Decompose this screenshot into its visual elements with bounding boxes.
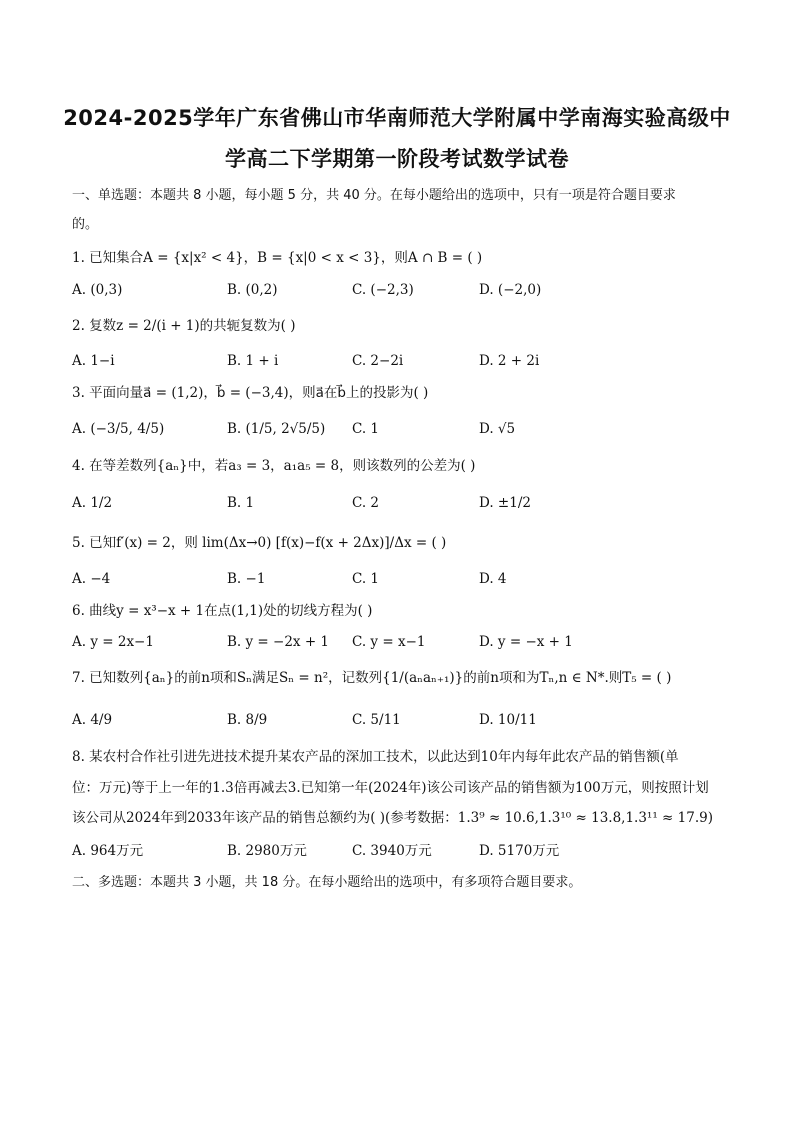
question-6-option-a: A. y = 2x−1: [72, 634, 154, 650]
question-7-option-b: B. 8/9: [227, 712, 268, 728]
question-5-option-c: C. 1: [352, 571, 380, 587]
question-6-option-b: B. y = −2x + 1: [227, 634, 330, 650]
question-1-stem: 1. 已知集合A = {x|x² < 4}，B = {x|0 < x < 3}，则A ∩ B = ( ): [72, 250, 483, 266]
section-2-instructions: 二、多选题：本题共 3 小题，共 18 分。在每小题给出的选项中，有多项符合题目要求。: [72, 875, 582, 890]
question-2-option-d: D. 2 + 2i: [479, 353, 540, 369]
section-1-instructions: 一、单选题：本题共 8 小题，每小题 5 分，共 40 分。在每小题给出的选项中，只有一项是符合题目要求: [72, 188, 676, 203]
question-7-option-c: C. 5/11: [352, 712, 401, 728]
question-2-option-b: B. 1 + i: [227, 353, 279, 369]
question-7-option-d: D. 10/11: [479, 712, 537, 728]
question-1-option-b: B. (0,2): [227, 282, 278, 298]
question-4-option-b: B. 1: [227, 495, 255, 511]
question-7-option-a: A. 4/9: [72, 712, 113, 728]
section-1-instructions-cont: 的。: [72, 217, 99, 232]
question-3-option-b: B. (1/5, 2√5/5): [227, 421, 326, 437]
question-8-option-d: D. 5170万元: [479, 843, 560, 859]
question-7-stem: 7. 已知数列{aₙ}的前n项和Sₙ满足Sₙ = n²，记数列{1/(aₙaₙ₊₁)}的前n项和为Tₙ,n ∈ N*.则T₅ = ( ): [72, 670, 672, 686]
question-3-stem: 3. 平面向量a⃗ = (1,2)，b⃗ = (−3,4)，则a⃗在b⃗上的投影为( ): [72, 385, 429, 401]
question-6-option-d: D. y = −x + 1: [479, 634, 573, 650]
question-4-stem: 4. 在等差数列{aₙ}中，若a₃ = 3，a₁a₅ = 8，则该数列的公差为( ): [72, 458, 476, 474]
question-4-option-a: A. 1/2: [72, 495, 113, 511]
question-8-option-b: B. 2980万元: [227, 843, 307, 859]
question-8-stem-line-1: 8. 某农村合作社引进先进技术提升某农产品的深加工技术，以此达到10年内每年此农产品的销售额(单: [72, 749, 679, 765]
question-4-option-c: C. 2: [352, 495, 380, 511]
question-5-option-b: B. −1: [227, 571, 266, 587]
question-5-option-d: D. 4: [479, 571, 507, 587]
question-5-option-a: A. −4: [72, 571, 111, 587]
question-4-option-d: D. ±1/2: [479, 495, 531, 511]
question-5-stem: 5. 已知f′(x) = 2，则 lim(Δx→0) [f(x)−f(x + 2Δx)]/Δx = ( ): [72, 535, 447, 551]
exam-title-line-2: 学高二下学期第一阶段考试数学试卷: [225, 147, 569, 171]
question-2-option-c: C. 2−2i: [352, 353, 404, 369]
exam-title-line-1: 2024-2025学年广东省佛山市华南师范大学附属中学南海实验高级中: [63, 106, 731, 130]
question-1-option-c: C. (−2,3): [352, 282, 414, 298]
question-1-option-d: D. (−2,0): [479, 282, 542, 298]
question-3-option-d: D. √5: [479, 421, 516, 437]
question-8-stem-line-3: 该公司从2024年到2033年该产品的销售总额约为( )(参考数据：1.3⁹ ≈ 10.6,1.3¹⁰ ≈ 13.8,1.3¹¹ ≈ 17.9): [72, 810, 713, 826]
question-2-stem: 2. 复数z = 2/(i + 1)的共轭复数为( ): [72, 318, 296, 334]
question-6-stem: 6. 曲线y = x³−x + 1在点(1,1)处的切线方程为( ): [72, 603, 373, 619]
question-3-option-a: A. (−3/5, 4/5): [72, 421, 165, 437]
question-2-option-a: A. 1−i: [72, 353, 115, 369]
question-8-option-a: A. 964万元: [72, 843, 144, 859]
question-1-option-a: A. (0,3): [72, 282, 123, 298]
question-3-option-c: C. 1: [352, 421, 380, 437]
question-8-option-c: C. 3940万元: [352, 843, 432, 859]
question-6-option-c: C. y = x−1: [352, 634, 426, 650]
question-8-stem-line-2: 位：万元)等于上一年的1.3倍再减去3.已知第一年(2024年)该公司该产品的销售额为100万元，则按照计划: [72, 780, 709, 796]
